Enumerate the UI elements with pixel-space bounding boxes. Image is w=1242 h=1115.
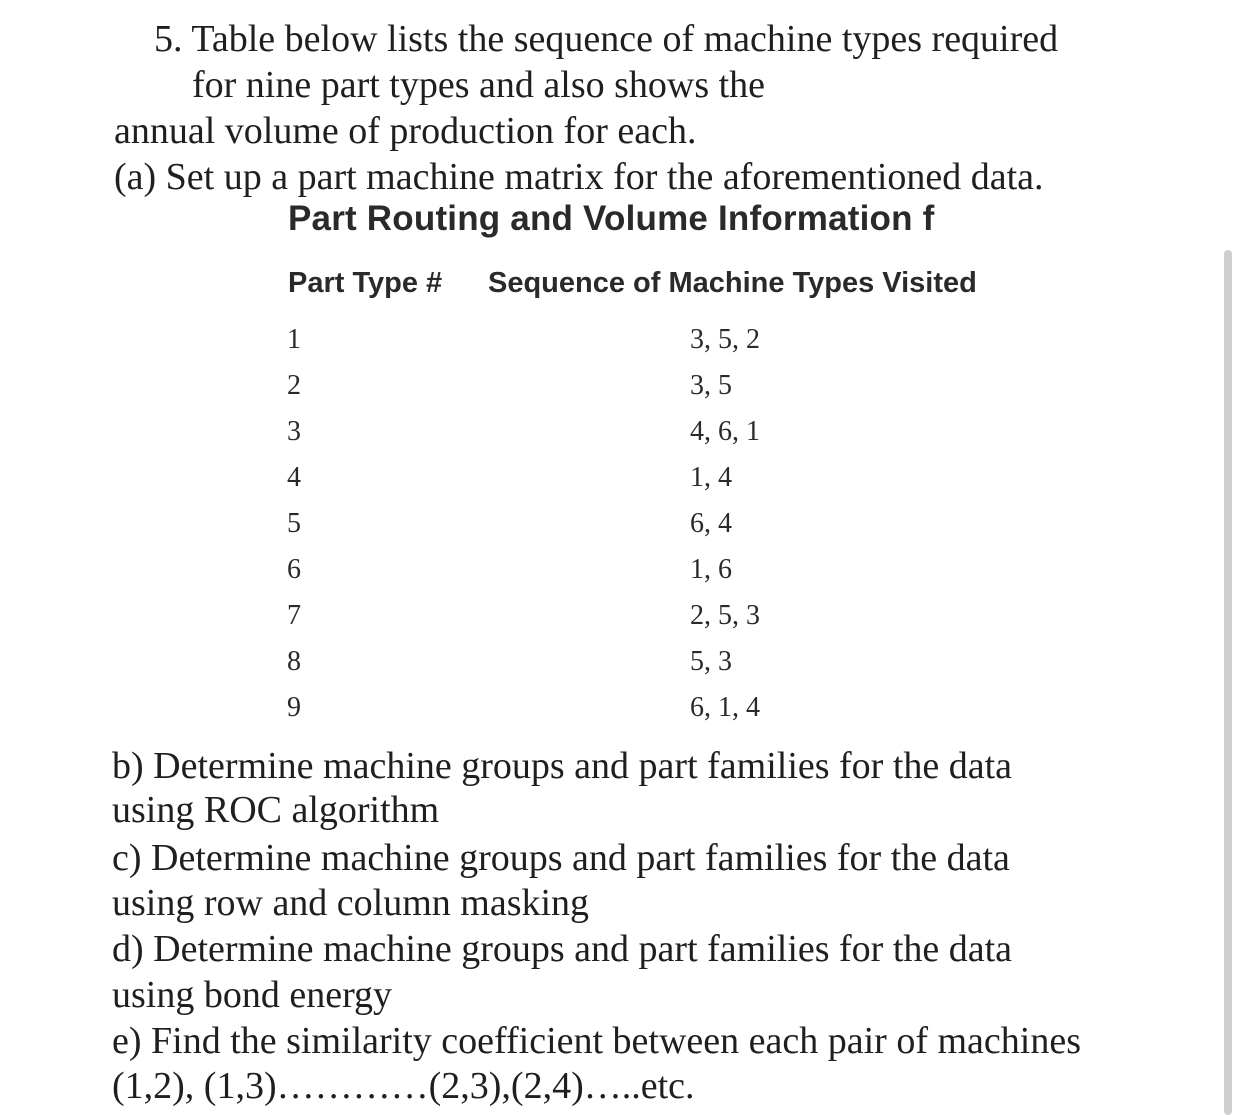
question-intro-line-3: annual volume of production for each. <box>114 110 697 152</box>
question-part-d-line-2: using bond energy <box>112 974 393 1016</box>
table-cell-sequence: 1, 4 <box>690 462 732 493</box>
table-cell-part: 8 <box>287 646 301 677</box>
column-header-part-type: Part Type # <box>288 267 443 299</box>
table-cell-part: 4 <box>287 462 301 493</box>
table-cell-part: 6 <box>287 554 301 585</box>
table-cell-part: 3 <box>287 416 301 447</box>
table-cell-sequence: 1, 6 <box>690 554 732 585</box>
column-header-sequence: Sequence of Machine Types Visited <box>488 267 977 299</box>
table-title: Part Routing and Volume Information f <box>288 199 935 238</box>
question-part-e-line-1: e) Find the similarity coefficient between each pair of machines <box>112 1020 1081 1062</box>
vertical-scrollbar[interactable] <box>1224 250 1232 1115</box>
table-cell-sequence: 5, 3 <box>690 646 732 677</box>
question-part-d-line-1: d) Determine machine groups and part families for the data <box>112 928 1013 970</box>
question-intro-line-2: for nine part types and also shows the <box>192 64 766 106</box>
table-cell-sequence: 6, 4 <box>690 508 732 539</box>
table-cell-sequence: 3, 5, 2 <box>690 324 760 355</box>
question-intro-line-1: 5. Table below lists the sequence of machine types required <box>154 18 1059 60</box>
question-part-a: (a) Set up a part machine matrix for the aforementioned data. <box>114 156 1044 198</box>
question-part-c-line-1: c) Determine machine groups and part families for the data <box>112 837 1010 879</box>
table-cell-sequence: 3, 5 <box>690 370 732 401</box>
table-cell-part: 9 <box>287 692 301 723</box>
question-part-b-line-2: using ROC algorithm <box>112 789 440 831</box>
question-part-e-line-2: (1,2), (1,3)…………(2,3),(2,4)…..etc. <box>112 1065 695 1107</box>
table-cell-part: 2 <box>287 370 301 401</box>
question-part-b-line-1: b) Determine machine groups and part families for the data <box>112 745 1013 787</box>
table-cell-part: 1 <box>287 324 301 355</box>
question-part-c-line-2: using row and column masking <box>112 882 590 924</box>
table-cell-part: 7 <box>287 600 301 631</box>
table-cell-sequence: 4, 6, 1 <box>690 416 760 447</box>
table-cell-sequence: 6, 1, 4 <box>690 692 760 723</box>
table-cell-sequence: 2, 5, 3 <box>690 600 760 631</box>
table-cell-part: 5 <box>287 508 301 539</box>
